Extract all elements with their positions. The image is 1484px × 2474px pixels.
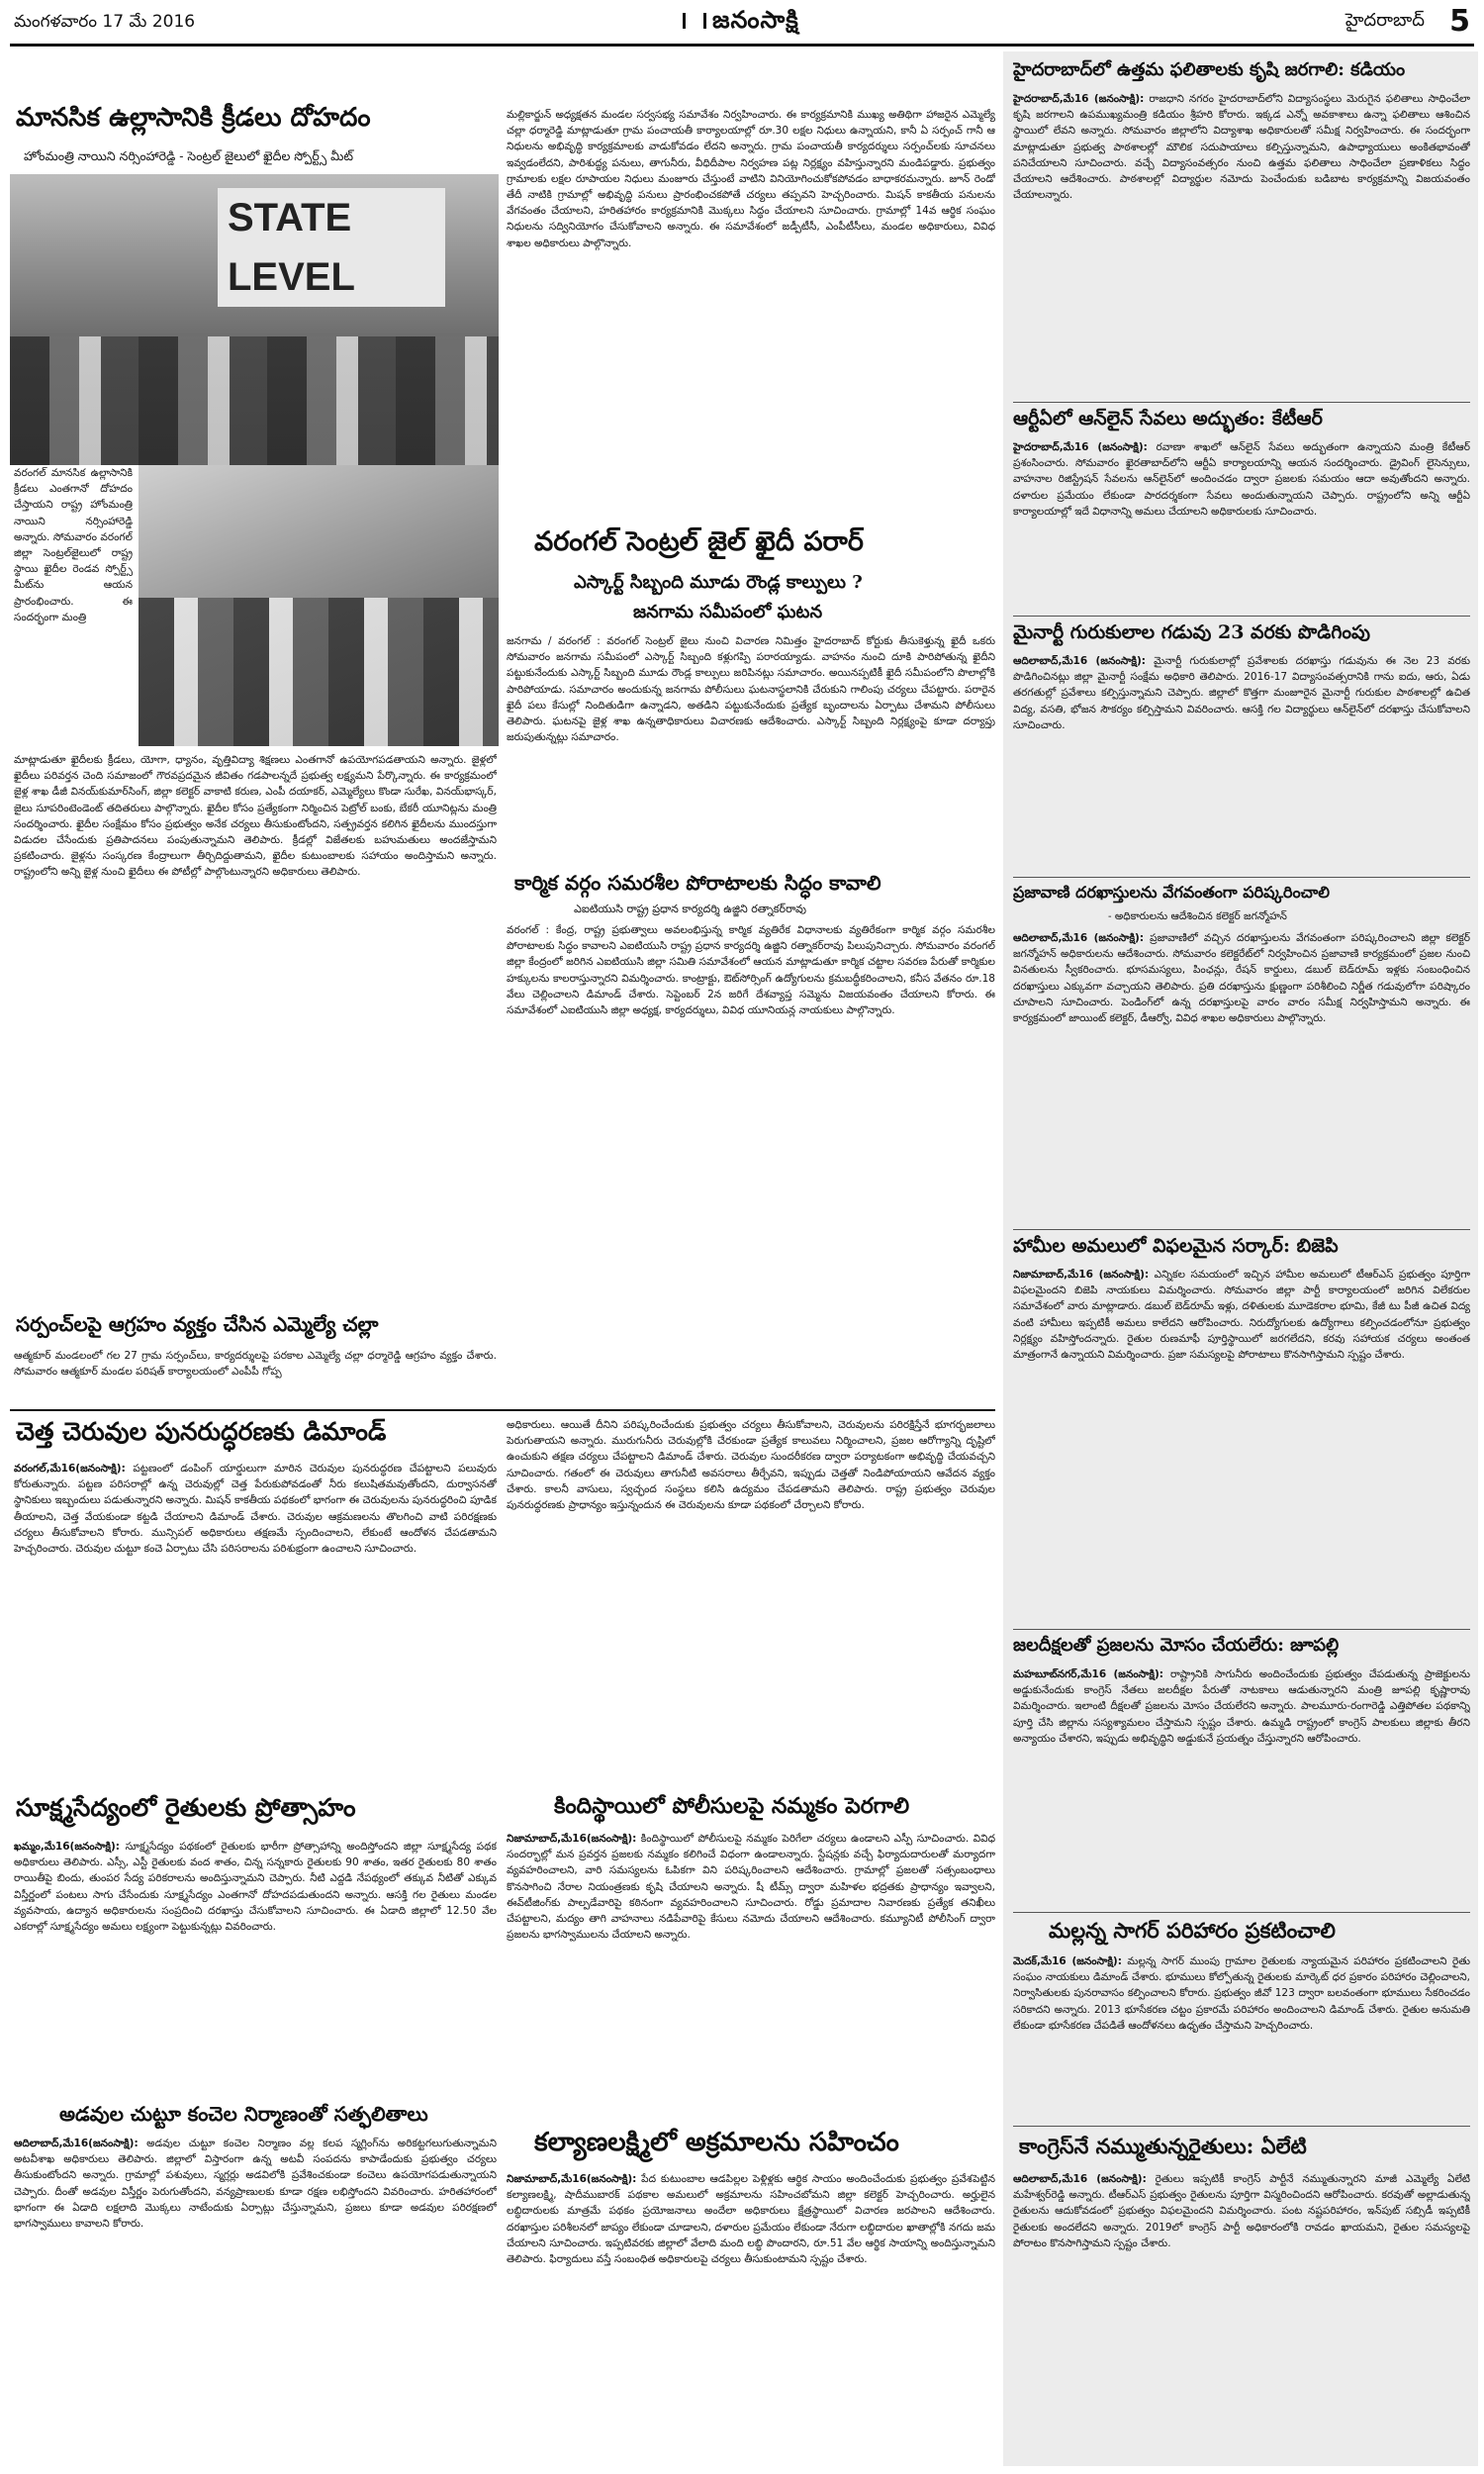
- article-subhead: జనగామ సమీపంలో ఘటన: [633, 602, 823, 622]
- article-intro: వరంగల్ మానసిక ఉల్లాసానికి క్రీడలు ఎంతగానో దోహదం చేస్తాయని రాష్ట్ర హోంమంత్రి నాయిని నర్సింహారెడ్డి అన్నారు. సోమవారం వరంగల్ జిల్లా సెంట్రల్‌జైలులో రాష్ట్ర స్థాయి ఖైదీల రెండవ స్పోర్ట్స్ మీట్‌ను ఆయన ప్రారంభించారు. ఈ సందర్భంగా మంత్రి: [14, 467, 133, 623]
- article-headline: అడవుల చుట్టూ కంచెల నిర్మాణంతో సత్ఫలితాలు: [59, 2102, 428, 2126]
- article-dateline: మెదక్,మే16 (జనంసాక్షి):: [1013, 1955, 1122, 1967]
- article-body: [1013, 1267, 1470, 1623]
- article-headline: మల్లన్న సాగర్ పరిహారం ప్రకటించాలి: [1049, 1918, 1336, 1943]
- edition-city: హైదరాబాద్: [1345, 10, 1425, 31]
- article-dateline: ఆదిలాబాద్,మే16 (జనంసాక్షి):: [1013, 932, 1145, 944]
- newspaper-logo: [683, 6, 799, 40]
- article-subhead: ఎఐటియుసి రాష్ట్ర ప్రధాన కార్యదర్శి ఉజ్జిని రత్నాకర్‌రావు: [574, 903, 807, 915]
- article-body: [14, 1461, 497, 1787]
- article-dateline: ఆదిలాబాద్,మే16(జనంసాక్షి):: [14, 2138, 139, 2149]
- article-headline: ఆర్టీఏలో ఆన్‌లైన్ సేవలు అద్భుతం: కేటీఆర్: [1013, 408, 1323, 429]
- section-divider: [1013, 877, 1470, 878]
- article-text: రాష్ట్రానికి సాగునీరు అందించేందుకు ప్రభుత్వం చేపడుతున్న ప్రాజెక్టులను అడ్డుకునేందుకు కాంగ్రెస్ నేతలు జలదీక్షల పేరుతో నాటకాలు ఆడుతున్నారని మంత్రి జూపల్లి కృష్ణారావు విమర్శించారు. ఇలాంటి దీక్షలతో ప్రజలను మోసం చేయలేరని అన్నారు. పాలమూరు-రంగారెడ్డి ఎత్తిపోతల పథకాన్ని పూర్తి చేసి జిల్లాను సస్యశ్యామలం చేస్తామని స్పష్టం చేశారు. ఉమ్మడి రాష్ట్రంలో కాంగ్రెస్ పాలకులు జిల్లాకు తీరని అన్యాయం చేశారని, ఇప్పుడు అభివృద్ధిని అడ్డుకునే ప్రయత్నం చేస్తున్నారని ఆరోపించారు.: [1013, 1668, 1470, 1745]
- section-divider: [1013, 1229, 1470, 1230]
- article-subhead: హోంమంత్రి నాయిని నర్సింహారెడ్డి - సెంట్రల్ జైలులో ఖైదీల స్పోర్ట్స్ మీట్: [24, 148, 354, 163]
- article-headline: హామీల అమలులో విఫలమైన సర్కార్: బిజెపి: [1013, 1235, 1339, 1257]
- article-headline: సూక్ష్మసేద్యంలో రైతులకు ప్రోత్సాహం: [16, 1793, 356, 1822]
- section-divider: [1013, 1629, 1470, 1630]
- page-number: 5: [1449, 4, 1470, 39]
- article-headline: ప్రజావాణి దరఖాస్తులను వేగవంతంగా పరిష్కరించాలి: [1013, 883, 1330, 902]
- article-body: [1013, 653, 1470, 873]
- masthead-rule: [10, 44, 1474, 47]
- article-body: [1013, 1666, 1470, 1910]
- sports-meet-photo: [10, 174, 499, 465]
- section-divider: [10, 1409, 995, 1411]
- article-body: [507, 1831, 995, 2120]
- section-divider: [1013, 2126, 1470, 2127]
- article-text: రవాణా శాఖలో ఆన్‌లైన్ సేవలు అద్భుతంగా ఉన్నాయని మంత్రి కేటీఆర్ ప్రశంసించారు. సోమవారం ఖైరతాబాద్‌లోని ఆర్టీఏ కార్యాలయాన్ని ఆయన సందర్శించారు. డ్రైవింగ్ లైసెన్సులు, వాహనాల రిజిస్ట్రేషన్ సేవలను ఆన్‌లైన్‌లో అందించడం ద్వారా ప్రజలకు సమయం ఆదా అవుతోందని అన్నారు. దళారుల ప్రమేయం లేకుండా పారదర్శకంగా సేవలు అందుతున్నాయని చెప్పారు. రాష్ట్రంలోని అన్ని ఆర్టీఏ కార్యాలయాల్లో ఇదే విధానాన్ని అమలు చేయాలని అధికారులకు సూచించారు.: [1013, 441, 1470, 518]
- logo-mark-icon: [683, 13, 706, 29]
- article-headline: హైదరాబాద్‌లో ఉత్తమ ఫలితాలకు కృషి జరగాలి: కడియం: [1013, 59, 1406, 80]
- article-text: మల్లన్న సాగర్ ముంపు గ్రామాల రైతులకు న్యాయమైన పరిహారం ప్రకటించాలని రైతు సంఘం నాయకులు డిమాండ్ చేశారు. భూములు కోల్పోతున్న రైతులకు మార్కెట్ ధర ప్రకారం పరిహారం చెల్లించాలని, నిర్వాసితులకు పునరావాసం కల్పించాలని కోరారు. ప్రభుత్వం జీవో 123 ద్వారా బలవంతంగా భూములు సేకరించడం సరికాదని అన్నారు. 2013 భూసేకరణ చట్టం ప్రకారమే పరిహారం అందించాలని డిమాండ్ చేశారు. రైతుల అనుమతి లేకుండా భూసేకరణ చేపడితే ఆందోళనలు ఉధృతం చేస్తామని హెచ్చరించారు.: [1013, 1955, 1470, 2032]
- article-body: [1013, 2171, 1470, 2458]
- article-subhead: - అధికారులను ఆదేశించిన కలెక్టర్ జగన్మోహన్: [1108, 910, 1287, 922]
- article-headline: మానసిక ఉల్లాసానికి క్రీడలు దోహదం: [16, 103, 371, 133]
- article-headline: జలదీక్షలతో ప్రజలను మోసం చేయలేరు: జూపల్లి: [1013, 1635, 1340, 1656]
- section-divider: [1013, 616, 1470, 617]
- article-text: అడవుల చుట్టూ కంచెల నిర్మాణం వల్ల కలప స్మగ్లింగ్‌ను అరికట్టగలుగుతున్నామని అటవీశాఖ అధికారులు తెలిపారు. జిల్లాలో విస్తారంగా ఉన్న అటవీ సంపదను కాపాడేందుకు ప్రభుత్వం చర్యలు తీసుకుంటోందని అన్నారు. గ్రామాల్లో పశువులు, స్మగ్లర్లు అడవిలోకి ప్రవేశించకుండా కంచెలు ఉపయోగపడుతున్నాయని చెప్పారు. దీంతో అడవుల విస్తీర్ణం పెరుగుతోందని, వన్యప్రాణులకు కూడా రక్షణ లభిస్తోందని వివరించారు. హరితహారంలో భాగంగా ఈ ఏడాది లక్షలాది మొక్కలు నాటేందుకు ఏర్పాట్లు చేస్తున్నామని, ప్రజలు కూడా అడవుల పరిరక్షణలో భాగస్వాములు కావాలని కోరారు.: [14, 2138, 497, 2231]
- article-dateline: నిజామాబాద్,మే16(జనంసాక్షి):: [507, 1833, 637, 1845]
- section-divider: [1013, 402, 1470, 403]
- article-text: పేద కుటుంబాల ఆడపిల్లల పెళ్లిళ్లకు ఆర్థిక సాయం అందించేందుకు ప్రభుత్వం ప్రవేశపెట్టిన కల్యాణలక్ష్మి, షాదీముబారక్ పథకాల అమలులో అక్రమాలను సహించబోమని జిల్లా కలెక్టర్ హెచ్చరించారు. అర్హులైన లబ్ధిదారులకు మాత్రమే పథకం ప్రయోజనాలు అందేలా అధికారులు క్షేత్రస్థాయిలో విచారణ జరపాలని ఆదేశించారు. దరఖాస్తుల పరిశీలనలో జాప్యం లేకుండా చూడాలని, దళారుల ప్రమేయం లేకుండా నేరుగా లబ్ధిదారుల ఖాతాల్లోకి నగదు జమ చేయాలని సూచించారు. ఇప్పటివరకు జిల్లాలో వేలాది మంది లబ్ధి పొందారని, రూ.51 వేల ఆర్థిక సాయాన్ని అందిస్తున్నామని తెలిపారు. ఫిర్యాదులు వస్తే సంబంధిత అధికారులపై చర్యలు తీసుకుంటామని స్పష్టం చేశారు.: [507, 2173, 995, 2266]
- newspaper-name: జనంసాక్షి: [712, 6, 799, 34]
- article-body: [1013, 1953, 1470, 2120]
- article-dateline: నిజామాబాద్,మే16 (జనంసాక్షి):: [1013, 1269, 1150, 1281]
- article-text: రైతులు ఇప్పటికీ కాంగ్రెస్ పార్టీనే నమ్ముతున్నారని మాజీ ఎమ్మెల్యే ఏలేటి మహేశ్వర్‌రెడ్డి అన్నారు. టీఆర్ఎస్ ప్రభుత్వం రైతులను పూర్తిగా విస్మరించిందని ఆరోపించారు. కరవుతో అల్లాడుతున్న రైతులను ఆదుకోవడంలో ప్రభుత్వం విఫలమైందని విమర్శించారు. పంట నష్టపరిహారం, ఇన్‌పుట్ సబ్సిడీ ఇప్పటికీ రైతులకు అందలేదని అన్నారు. 2019లో కాంగ్రెస్ పార్టీ అధికారంలోకి రావడం ఖాయమని, రైతుల సమస్యలపై పోరాటం కొనసాగిస్తామని స్పష్టం చేశారు.: [1013, 2173, 1470, 2249]
- article-text: కిందిస్థాయిలో పోలీసులపై నమ్మకం పెరిగేలా చర్యలు ఉండాలని ఎస్పీ సూచించారు. వివిధ సందర్భాల్లో మన ప్రవర్తన ప్రజలకు నమ్మకం కలిగించే విధంగా ఉండాలన్నారు. స్టేషన్లకు వచ్చే ఫిర్యాదుదారులతో మర్యాదగా వ్యవహరించాలని, వారి సమస్యలను ఓపికగా విని పరిష్కరించాలని ఆదేశించారు. గ్రామాల్లో ప్రజలతో సత్సంబంధాలు కొనసాగించి నేరాల నియంత్రణకు కృషి చేయాలని అన్నారు. షీ టీమ్స్ ద్వారా మహిళల భద్రతకు ప్రాధాన్యం ఇవ్వాలని, ఈవ్‌టీజింగ్‌కు పాల్పడేవారిపై కఠినంగా వ్యవహరించాలని సూచించారు. రోడ్డు ప్రమాదాల నివారణకు ప్రత్యేక తనిఖీలు చేపట్టాలని, మద్యం తాగి వాహనాలు నడిపేవారిపై కేసులు నమోదు చేయాలని ఆదేశించారు. కమ్యూనిటీ పోలీసింగ్ ద్వారా ప్రజలను భాగస్వాములను చేయాలని అన్నారు.: [507, 1833, 995, 1942]
- minister-photo: [139, 465, 499, 746]
- issue-date: మంగళవారం 17 మే 2016: [14, 12, 196, 32]
- article-text: రాజధాని నగరం హైదరాబాద్‌లోని విద్యాసంస్థలు మెరుగైన ఫలితాలు సాధించేలా కృషి జరగాలని ఉపముఖ్యమంత్రి కడియం శ్రీహరి కోరారు. ఇక్కడ ఎన్నో అవకాశాలు ఉన్నా ఫలితాలు ఆశించిన స్థాయిలో లేవని అన్నారు. సోమవారం జిల్లాలోని విద్యాశాఖ అధికారులతో సమీక్ష నిర్వహించారు. ఈ సందర్భంగా మాట్లాడుతూ ప్రభుత్వ పాఠశాలల్లో మౌలిక సదుపాయాలు కల్పిస్తున్నామని, ఉపాధ్యాయులు అంకితభావంతో పనిచేయాలని సూచించారు. వచ్చే విద్యాసంవత్సరం నుంచి ఉత్తమ ఫలితాలు సాధించేలా ప్రణాళికలు సిద్ధం చేయాలని ఆదేశించారు. పాఠశాలల్లో విద్యార్థుల నమోదు పెంచేందుకు బడిబాట కార్యక్రమాన్ని విజయవంతం చేయాలన్నారు.: [1013, 93, 1470, 202]
- article-dateline: హైదరాబాద్,మే16 (జనంసాక్షి):: [1013, 93, 1145, 105]
- article-dateline: ఆదిలాబాద్,మే16 (జనంసాక్షి):: [1013, 655, 1147, 667]
- article-text: ఎన్నికల సమయంలో ఇచ్చిన హామీల అమలులో టీఆర్ఎస్ ప్రభుత్వం పూర్తిగా విఫలమైందని బిజెపి నాయకులు విమర్శించారు. సోమవారం జిల్లా పార్టీ కార్యాలయంలో జరిగిన విలేకరుల సమావేశంలో వారు మాట్లాడారు. డబుల్ బెడ్‌రూమ్ ఇళ్లు, దళితులకు మూడెకరాల భూమి, కేజీ టు పీజీ ఉచిత విద్య వంటి హామీలు ఇప్పటికీ అమలు కాలేదని ఆరోపించారు. నిరుద్యోగులకు ఉద్యోగాలు కల్పించడంలోనూ ప్రభుత్వం నిర్లక్ష్యం వహిస్తోందన్నారు. రైతుల రుణమాఫీ పూర్తిస్థాయిలో జరగలేదని, కరవు సహాయక చర్యలు అంతంత మాత్రంగానే ఉన్నాయని విమర్శించారు. ప్రజా సమస్యలపై పోరాటాలు కొనసాగిస్తామని స్పష్టం చేశారు.: [1013, 1269, 1470, 1362]
- article-dateline: హైదరాబాద్,మే16 (జనంసాక్షి):: [1013, 441, 1148, 453]
- article-subhead: ఎస్కార్ట్ సిబ్బంది మూడు రౌండ్ల కాల్పులు ?: [574, 572, 863, 593]
- article-text: సూక్ష్మసేద్యం పథకంలో రైతులకు భారీగా ప్రోత్సాహాన్ని అందిస్తోందని జిల్లా సూక్ష్మసేద్య పథక అధికారులు తెలిపారు. ఎస్సీ, ఎస్టీ రైతులకు వంద శాతం, చిన్న సన్నకారు రైతులకు 90 శాతం, ఇతర రైతులకు 80 శాతం రాయితీపై బిందు, తుంపర సేద్య పరికరాలను అందిస్తున్నామని చెప్పారు. నీటి ఎద్దడి నేపథ్యంలో తక్కువ నీటితో ఎక్కువ విస్తీర్ణంలో పంటలు సాగు చేసేందుకు సూక్ష్మసేద్యం ఎంతగానో దోహదపడుతుందని అన్నారు. ఆసక్తి గల రైతులు మండల వ్యవసాయ, ఉద్యాన అధికారులను సంప్రదించి దరఖాస్తు చేసుకోవాలని సూచించారు. ఈ ఏడాది జిల్లాలో 12.50 వేల ఎకరాల్లో సూక్ష్మసేద్యం అమలు లక్ష్యంగా పెట్టుకున్నట్లు వివరించారు.: [14, 1841, 497, 1934]
- article-headline: సర్పంచ్‌లపై ఆగ్రహం వ్యక్తం చేసిన ఎమ్మెల్యే చల్లా: [16, 1312, 379, 1336]
- article-text: ప్రజావాణిలో వచ్చిన దరఖాస్తులను వేగవంతంగా పరిష్కరించాలని జిల్లా కలెక్టర్ జగన్మోహన్ అధికారులను ఆదేశించారు. సోమవారం కలెక్టరేట్‌లో నిర్వహించిన ప్రజావాణి కార్యక్రమంలో ప్రజల నుంచి వినతులను స్వీకరించారు. భూసమస్యలు, పింఛన్లు, రేషన్ కార్డులు, డబుల్ బెడ్‌రూమ్ ఇళ్లకు సంబంధించిన దరఖాస్తులు ఎక్కువగా వచ్చాయని తెలిపారు. ప్రతి దరఖాస్తును క్షుణ్ణంగా పరిశీలించి నిర్ణీత గడువులోగా పరిష్కారం చూపాలని సూచించారు. పెండింగ్‌లో ఉన్న దరఖాస్తులపై వారం వారం సమీక్ష నిర్వహిస్తామని అన్నారు. ఈ కార్యక్రమంలో జాయింట్ కలెక్టర్, డీఆర్వో, వివిధ శాఖల అధికారులు పాల్గొన్నారు.: [1013, 932, 1470, 1025]
- article-headline: కల్యాణలక్ష్మిలో అక్రమాలను సహించం: [534, 2128, 899, 2157]
- article-continuation: అధికారులు. ఆయితే దీనిని పరిష్కరించేందుకు ప్రభుత్వం చర్యలు తీసుకోవాలని, చెరువులను పరిరక్షిస్తేనే భూగర్భజలాలు పెరుగుతాయని అన్నారు. మురుగునీరు చెరువుల్లోకి చేరకుండా ప్రత్యేక కాలువలు నిర్మించాలని, ప్రజల ఆరోగ్యాన్ని దృష్టిలో ఉంచుకుని తక్షణ చర్యలు చేపట్టాలని డిమాండ్ చేశారు. చెరువుల సుందరీకరణ ద్వారా పర్యాటకంగా అభివృద్ధి చేయవచ్చని సూచించారు. గతంలో ఈ చెరువులు తాగునీటి అవసరాలు తీర్చేవని, ఇప్పుడు చెత్తతో నిండిపోయాయని ఆవేదన వ్యక్తం చేశారు. కాలనీ వాసులు, స్వచ్ఛంద సంస్థలు కలిసి ఉద్యమం చేపడతామని తెలిపారు. రాష్ట్ర ప్రభుత్వం చెరువుల పునరుద్ధరణకు ప్రాధాన్యం ఇస్తున్నందున ఈ చెరువులను కూడా పథకంలో చేర్చాలని కోరారు.: [507, 1419, 995, 1512]
- article-dateline: ఖమ్మం,మే16(జనంసాక్షి):: [14, 1841, 121, 1853]
- photo-people: [139, 598, 499, 746]
- article-body: వరంగల్ : కేంద్ర, రాష్ట్ర ప్రభుత్వాలు అవలంభిస్తున్న కార్మిక వ్యతిరేక విధానాలకు వ్యతిరేకంగా కార్మిక వర్గం సమరశీల పోరాటాలకు సిద్ధం కావాలని ఎఐటియుసి రాష్ట్ర ప్రధాన కార్యదర్శి ఉజ్జిని రత్నాకర్‌రావు పిలుపునిచ్చారు. సోమవారం వరంగల్ జిల్లా కేంద్రంలో జరిగిన ఎఐటియుసి జిల్లా సమితి సమావేశంలో ఆయన మాట్లాడుతూ కార్మిక చట్టాల సవరణ పేరుతో కార్మికుల హక్కులను కాలరాస్తున్నారని విమర్శించారు. కాంట్రాక్టు, ఔట్‌సోర్సింగ్ ఉద్యోగులను క్రమబద్ధీకరించాలని, కనీస వేతనం రూ.18 వేలు చెల్లించాలని డిమాండ్ చేశారు. సెప్టెంబర్ 2న జరిగే దేశవ్యాప్త సమ్మెను విజయవంతం చేయాలని కోరారు. ఈ సమావేశంలో ఎఐటియుసి జిల్లా అధ్యక్ష, కార్యదర్శులు, వివిధ యూనియన్ల నాయకులు పాల్గొన్నారు.: [507, 924, 995, 1017]
- article-body: [1013, 930, 1470, 1225]
- article-body: [14, 1839, 497, 2096]
- article-body: [14, 2136, 497, 2462]
- article-headline: వరంగల్ సెంట్రల్ జైల్ ఖైదీ పరార్: [534, 526, 864, 557]
- article-body: [1013, 439, 1470, 612]
- article-dateline: ఆదిలాబాద్,మే16 (జనంసాక్షి):: [1013, 2173, 1147, 2185]
- article-body: మాట్లాడుతూ ఖైదీలకు క్రీడలు, యోగా, ధ్యానం, వృత్తివిద్యా శిక్షణలు ఎంతగానో ఉపయోగపడతాయని అన్నారు. జైళ్లలో ఖైదీలు పరివర్తన చెంది సమాజంలో గౌరవప్రదమైన జీవితం గడపాలన్నదే ప్రభుత్వ లక్ష్యమని పేర్కొన్నారు. ఈ కార్యక్రమంలో జైళ్ల శాఖ డీజీ వినయ్‌కుమార్‌సింగ్, జిల్లా కలెక్టర్ వాకాటి కరుణ, ఎంపీ దయాకర్, ఎమ్మెల్యేలు కొండా సురేఖ, వినయ్‌భాస్కర్, జైలు సూపరింటెండెంట్ తదితరులు పాల్గొన్నారు. ఖైదీల కోసం ప్రత్యేకంగా నిర్మించిన పెట్రోల్ బంకు, బేకరీ యూనిట్లను మంత్రి సందర్శించారు. ఖైదీల సంక్షేమం కోసం ప్రభుత్వం అనేక చర్యలు తీసుకుంటోందని, సత్ప్రవర్తన కలిగిన ఖైదీలను ముందస్తుగా విడుదల చేసేందుకు ప్రతిపాదనలు పంపుతున్నామని తెలిపారు. క్రీడల్లో విజేతలకు బహుమతులు అందజేస్తామని ప్రకటించారు. జైళ్లను సంస్కరణ కేంద్రాలుగా తీర్చిదిద్దుతామని, ఖైదీల కుటుంబాలకు సహాయం అందిస్తామని అన్నారు. రాష్ట్రంలోని అన్ని జైళ్ల నుంచి ఖైదీలు ఈ పోటీల్లో పాల్గొంటున్నారని అధికారులు తెలిపారు.: [14, 754, 497, 879]
- photo-crowd: [10, 336, 499, 465]
- article-headline: చెత్త చెరువుల పునరుద్ధరణకు డిమాండ్: [16, 1417, 387, 1446]
- section-divider: [1013, 1912, 1470, 1913]
- article-headline: మైనార్టీ గురుకులాల గడువు 23 వరకు పొడిగింపు: [1013, 621, 1370, 643]
- article-headline: కిందిస్థాయిలో పోలీసులపై నమ్మకం పెరగాలి: [554, 1793, 910, 1819]
- article-dateline: వరంగల్,మే16(జనంసాక్షి):: [14, 1463, 126, 1475]
- article-body: [1013, 91, 1470, 398]
- article-headline: కార్మిక వర్గం సమరశీల పోరాటాలకు సిద్ధం కావాలి: [514, 871, 881, 895]
- article-continuation: మల్లికార్జున్ అధ్యక్షతన మండల సర్వసభ్య సమావేశం నిర్వహించారు. ఈ కార్యక్రమానికి ముఖ్య అతిథిగా హాజరైన ఎమ్మెల్యే చల్లా ధర్మారెడ్డి మాట్లాడుతూ గ్రామ పంచాయతీ కార్యాలయాల్లో రూ.30 లక్షల నిధులు ఉన్నాయని, కానీ ఏ సర్పంచ్ గానీ ఆ నిధులను అభివృద్ధి కార్యక్రమాలకు వాడుకోవడం లేదని అన్నారు. గ్రామ పంచాయతీ కార్యదర్శులు సర్పంచ్‌లకు సూచనలు ఇవ్వడంలేదని, పారిశుద్ధ్య పనులు, తాగునీరు, వీధిదీపాల నిర్వహణ పట్ల నిర్లక్ష్యం వహిస్తున్నారని మండిపడ్డారు. ప్రభుత్వం గ్రామాలకు లక్షల రూపాయల నిధులు మంజూరు చేస్తుంటే వాటిని వినియోగించుకోకపోవడం బాధాకరమన్నారు. జూన్ రెండో తేదీ నాటికి గ్రామాల్లో అభివృద్ధి పనులు ప్రారంభించకపోతే చర్యలు తప్పవని హెచ్చరించారు. మిషన్ కాకతీయ పనులను వేగవంతం చేయాలని, హరితహారం కార్యక్రమానికి మొక్కలు సిద్ధం చేయాలని సూచించారు. గ్రామాల్లో 14వ ఆర్థిక సంఘం నిధులను సద్వినియోగం చేసుకోవాలని అన్నారు. ఈ సమావేశంలో జడ్పీటీసీ, ఎంపీటీసీలు, మండల అధికారులు, వివిధ శాఖల అధికారులు పాల్గొన్నారు.: [507, 109, 995, 249]
- article-headline: కాంగ్రెస్‌నే నమ్ముతున్నరైతులు: ఏలేటి: [1019, 2134, 1307, 2158]
- article-body: [507, 2171, 995, 2464]
- article-dateline: నిజామాబాద్,మే16(జనంసాక్షి):: [507, 2173, 637, 2185]
- article-text: పట్టణంలో డంపింగ్ యార్డులుగా మారిన చెరువుల పునరుద్ధరణ చేపట్టాలని పలువురు కోరుతున్నారు. పట్టణ పరిసరాల్లో ఉన్న చెరువుల్లో చెత్త పేరుకుపోవడంతో నీరు కలుషితమవుతోందని, దుర్వాసనతో స్థానికులు ఇబ్బందులు పడుతున్నారని అన్నారు. మిషన్ కాకతీయ పథకంలో భాగంగా ఈ చెరువులను పునరుద్ధరించి పూడిక తీయాలని, చెత్త వేయకుండా కట్టడి చేయాలని డిమాండ్ చేశారు. చెరువుల ఆక్రమణలను తొలగించి వాటి పరిరక్షణకు చర్యలు తీసుకోవాలని కోరారు. మున్సిపల్ అధికారులు తక్షణమే స్పందించాలని, లేకుంటే ఆందోళన చేపడతామని హెచ్చరించారు. చెరువుల చుట్టూ కంచె ఏర్పాటు చేసి పరిసరాలను పరిశుభ్రంగా ఉంచాలని సూచించారు.: [14, 1463, 497, 1556]
- article-dateline: మహబూబ్‌నగర్,మే16 (జనంసాక్షి):: [1013, 1668, 1163, 1680]
- article-body: ఆత్మకూర్ మండలంలో గల 27 గ్రామ సర్పంచ్‌లు, కార్యదర్శులపై పరకాల ఎమ్మెల్యే చల్లా ధర్మారెడ్డి ఆగ్రహం వ్యక్తం చేశారు. సోమవారం ఆత్మకూర్ మండల పరిషత్ కార్యాలయంలో ఎంపీపీ గోప్ప: [14, 1350, 497, 1379]
- article-body: జనగామ / వరంగల్ : వరంగల్ సెంట్రల్ జైలు నుంచి విచారణ నిమిత్తం హైదరాబాద్ కోర్టుకు తీసుకెళ్తున్న ఖైదీ ఒకరు సోమవారం జనగామ సమీపంలో ఎస్కార్ట్ సిబ్బంది కళ్లుగప్పి పరారయ్యాడు. వాహనం నుంచి దూకి పారిపోతున్న ఖైదీని పట్టుకునేందుకు ఎస్కార్ట్ సిబ్బంది మూడు రౌండ్ల కాల్పులు జరిపినట్లు సమాచారం. అయినప్పటికీ ఖైదీ సమీపంలోని పొలాల్లోకి పారిపోయాడు. సమాచారం అందుకున్న జనగామ పోలీసులు ఘటనాస్థలానికి చేరుకుని గాలింపు చర్యలు చేపట్టారు. పరారైన ఖైదీ పలు కేసుల్లో నిందితుడిగా ఉన్నాడని, అతడిని పట్టుకునేందుకు ప్రత్యేక బృందాలను ఏర్పాటు చేశామని పోలీసులు తెలిపారు. ఘటనపై జైళ్ల శాఖ ఉన్నతాధికారులు విచారణకు ఆదేశించారు. ఎస్కార్ట్ సిబ్బంది నిర్లక్ష్యంపై కూడా దర్యాప్తు జరుపుతున్నట్లు సమాచారం.: [507, 635, 995, 744]
- photo-banner-text: STATE LEVEL: [218, 188, 445, 307]
- article-text: మైనార్టీ గురుకులాల్లో ప్రవేశాలకు దరఖాస్తు గడువును ఈ నెల 23 వరకు పొడిగించినట్లు జిల్లా మైనార్టీ సంక్షేమ అధికారి తెలిపారు. 2016-17 విద్యాసంవత్సరానికి గాను ఐదు, ఆరు, ఏడు తరగతుల్లో ప్రవేశాలు కల్పిస్తున్నామని చెప్పారు. జిల్లాలో కొత్తగా మంజూరైన మైనార్టీ గురుకుల పాఠశాలల్లో ఉచిత విద్య, వసతి, భోజన సౌకర్యం కల్పిస్తామని వివరించారు. ఆసక్తి గల విద్యార్థులు ఆన్‌లైన్‌లో దరఖాస్తు చేసుకోవాలని సూచించారు.: [1013, 655, 1470, 731]
